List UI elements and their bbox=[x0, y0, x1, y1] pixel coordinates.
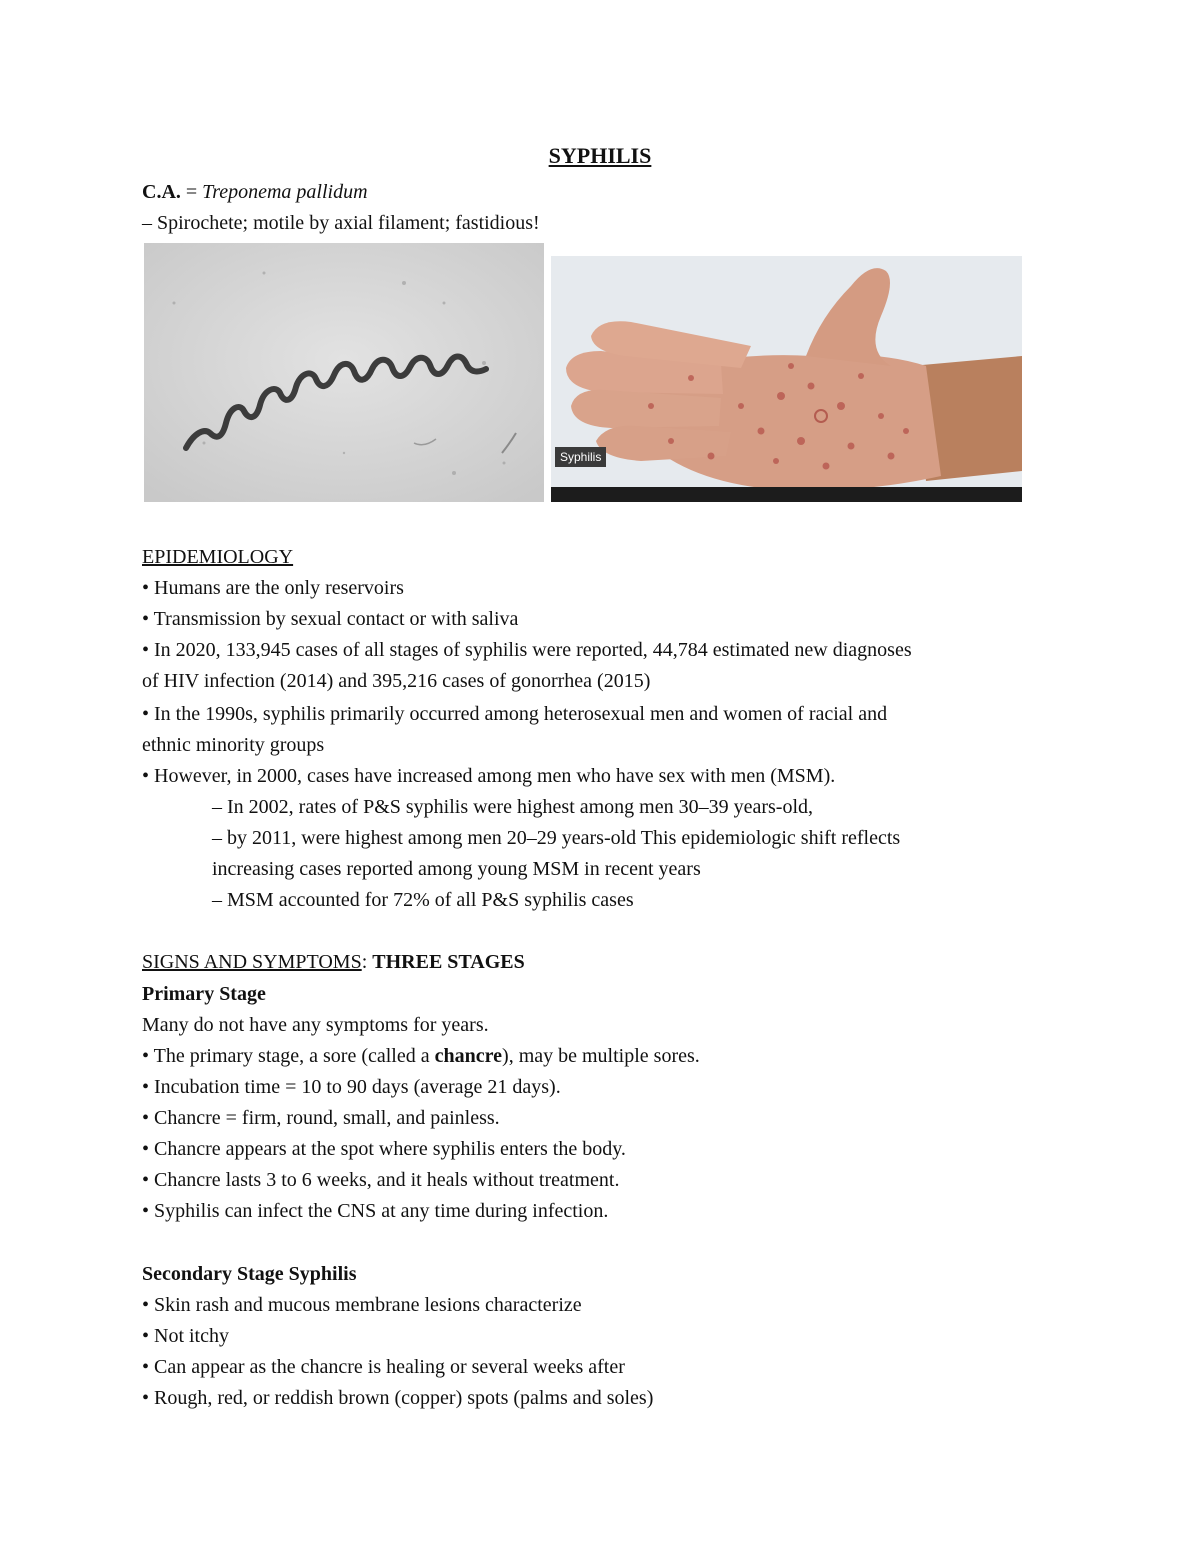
primary-line-3: • Chancre appears at the spot where syphilis enters the body. bbox=[142, 1138, 626, 1160]
epi-subline-2: – by 2011, were highest among men 20–29 years-old This epidemiologic shift reflects bbox=[212, 827, 901, 849]
epi-subline-4: – MSM accounted for 72% of all P&S syphilis cases bbox=[212, 889, 634, 911]
image-caption-bar bbox=[551, 487, 1022, 502]
ca-description: – Spirochete; motile by axial filament; fastidious! bbox=[142, 212, 540, 234]
epidemiology-heading: EPIDEMIOLOGY bbox=[142, 546, 294, 568]
primary-intro: Many do not have any symptoms for years. bbox=[142, 1014, 489, 1036]
palm-rash-image bbox=[551, 256, 1022, 502]
secondary-line-3: • Can appear as the chancre is healing or several weeks after bbox=[142, 1356, 625, 1378]
signs-heading: SIGNS AND SYMPTOMS bbox=[142, 951, 362, 973]
secondary-line-1: • Skin rash and mucous membrane lesions characterize bbox=[142, 1294, 582, 1316]
epi-line-1: • Humans are the only reservoirs bbox=[142, 577, 404, 599]
epi-line-3: • In 2020, 133,945 cases of all stages of syphilis were reported, 44,784 estimated new diagnoses bbox=[142, 639, 912, 661]
causative-agent-line bbox=[142, 180, 368, 204]
primary-line-2: • Chancre = firm, round, small, and painless. bbox=[142, 1107, 500, 1129]
primary-stage-heading: Primary Stage bbox=[142, 983, 266, 1005]
ca-eq: = bbox=[180, 181, 203, 203]
primary-line-4: • Chancre lasts 3 to 6 weeks, and it heals without treatment. bbox=[142, 1169, 620, 1191]
syphilis-image-tag: Syphilis bbox=[555, 447, 606, 467]
epi-line-6: ethnic minority groups bbox=[142, 734, 325, 756]
secondary-stage-heading: Secondary Stage Syphilis bbox=[142, 1263, 357, 1285]
chancre-word: chancre bbox=[434, 1045, 503, 1067]
primary-line-1: • Incubation time = 10 to 90 days (average 21 days). bbox=[142, 1076, 561, 1098]
primary-line-5: • Syphilis can infect the CNS at any time during infection. bbox=[142, 1200, 609, 1222]
spirochete-micrograph-image bbox=[144, 243, 544, 502]
three-stages-label: THREE STAGES bbox=[372, 951, 525, 973]
epi-subline-1: – In 2002, rates of P&S syphilis were highest among men 30–39 years-old, bbox=[212, 796, 814, 818]
organism-name: Treponema pallidum bbox=[202, 181, 368, 203]
epi-subline-3: increasing cases reported among young MSM in recent years bbox=[212, 858, 701, 880]
epi-line-7: • However, in 2000, cases have increased among men who have sex with men (MSM). bbox=[142, 765, 836, 787]
epi-line-5: • In the 1990s, syphilis primarily occurred among heterosexual men and women of racial and bbox=[142, 703, 888, 725]
spirochete-icon bbox=[144, 243, 544, 502]
signs-colon: : bbox=[361, 951, 373, 973]
ca-label: C.A. bbox=[142, 181, 181, 203]
epi-line-4: of HIV infection (2014) and 395,216 cases of gonorrhea (2015) bbox=[142, 670, 651, 692]
epi-line-2: • Transmission by sexual contact or with saliva bbox=[142, 608, 519, 630]
chancre-post: ), may be multiple sores. bbox=[502, 1045, 700, 1067]
primary-chancre-line bbox=[142, 1044, 700, 1068]
signs-heading-line bbox=[142, 950, 525, 974]
palm-rash-icon bbox=[551, 256, 1022, 502]
page-title: SYPHILIS bbox=[548, 143, 652, 168]
chancre-pre: • The primary stage, a sore (called a bbox=[142, 1045, 435, 1067]
secondary-line-4: • Rough, red, or reddish brown (copper) spots (palms and soles) bbox=[142, 1387, 654, 1409]
secondary-line-2: • Not itchy bbox=[142, 1325, 229, 1347]
